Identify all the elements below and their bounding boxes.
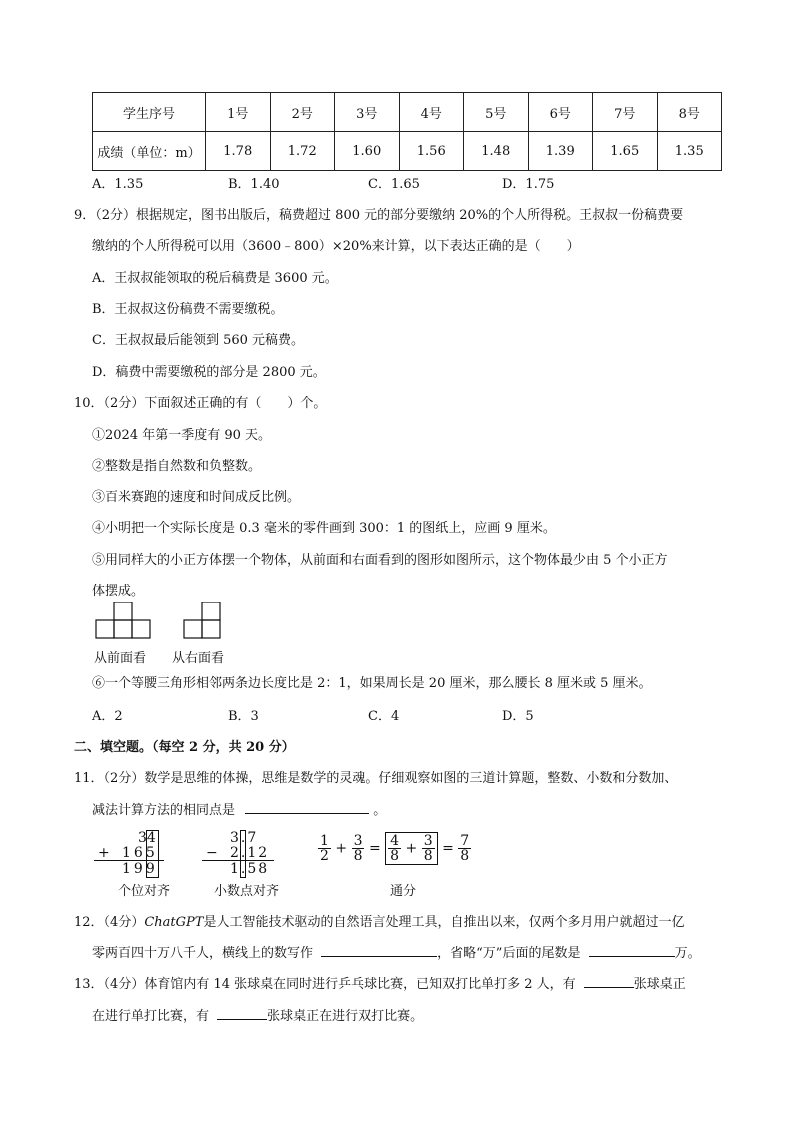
numerator: 3 [353,833,363,849]
q12-italic-term: ChatGPT [144,915,204,930]
align-box [146,830,159,878]
digit: 34 [138,830,156,846]
table-cell: 成绩（单位：m） [93,132,206,171]
operator: = [368,840,381,857]
q13-text: 在进行单打比赛，有 [92,1009,210,1024]
q10-item: ④小明把一个实际长度是 0.3 毫米的零件画到 300：1 的图纸上，应画 9 厘米。 [92,521,556,536]
digit: 1.58 [230,861,270,877]
table-cell: 3号 [335,93,400,132]
option-d: D．1.75 [502,177,555,192]
table-row [93,132,722,171]
fig-caption: 通分 [390,884,417,899]
table-cell: 1.60 [335,132,400,171]
table-cell: 1.39 [528,132,593,171]
numerator: 3 [423,833,433,849]
operator: = [442,840,454,857]
numerator: 1 [320,833,329,849]
score-table [92,92,722,171]
q10-item: ②整数是指自然数和负整数。 [92,459,262,474]
q12-text: 12．（4分） [74,915,145,930]
option-c: C．1.65 [368,177,420,192]
table-row [93,93,722,132]
numerator: 4 [390,833,400,849]
q9-option-d: D．稿费中需要缴税的部分是 2800 元。 [92,365,326,380]
q12-text: ，省略“万”后面的尾数是 [437,946,581,961]
table-cell: 学生序号 [93,93,206,132]
common-denominator-box [385,832,437,865]
table-cell: 1.72 [270,132,335,171]
view-right-label: 从右面看 [172,651,225,666]
digit: 3.7 [230,830,259,846]
fig-caption: 个位对齐 [118,884,171,899]
answer-blank[interactable] [321,942,437,957]
q10-stem: 10．（2分）下面叙述正确的有（ ）个。 [74,396,327,411]
divider [202,860,274,861]
q12-text: 零两百四十万八千人，横线上的数写作 [92,946,314,961]
operator: + [335,840,348,857]
table-cell: 1.65 [593,132,658,171]
q11-line1: 11．（2分）数学是思维的体操，思维是数学的灵魂。仔细观察如图的三道计算题，整数、小数和分数加、 [74,771,678,786]
q9-line1: 9．（2分）根据规定，图书出版后，稿费超过 800 元的部分要缴纳 20%的个人所得税。王叔叔一份稿费要 [74,208,684,223]
digit: 2.12 [230,845,270,861]
q10-item: ⑥一个等腰三角形相邻两条边长度比是 2：1，如果周长是 20 厘米，那么腰长 8 厘米或 5 厘米。 [92,676,652,691]
q12-text: 万。 [674,946,701,961]
q13-text: 张球桌正在进行双打比赛。 [267,1009,424,1024]
digit: 199 [122,861,158,877]
table-cell: 5号 [464,93,529,132]
q10-item: ③百米赛跑的速度和时间成反比例。 [92,490,301,505]
q10-item: ①2024 年第一季度有 90 天。 [92,428,272,443]
q13-line1 [74,973,686,992]
option-a: A．1.35 [92,177,144,192]
table-cell: 4号 [399,93,464,132]
q11-line2 [92,799,386,818]
q9-option-a: A．王叔叔能领取的税后稿费是 3600 元。 [92,271,338,286]
table-cell: 1.56 [399,132,464,171]
option-b: B．1.40 [228,177,280,192]
q10-item: ⑤用同样大的小正方体摆一个物体，从前面和右面看到的图形如图所示，这个物体最少由 5 个小正方 [92,553,668,568]
answer-blank[interactable] [217,1005,267,1020]
numerator: 7 [460,833,470,849]
denominator: 8 [353,848,363,864]
answer-blank[interactable] [584,973,634,988]
answer-blank[interactable] [589,942,675,957]
table-cell: 1.48 [464,132,529,171]
fig-caption: 小数点对齐 [214,884,280,899]
fig-fraction-addition [318,832,471,865]
table-cell: 1.35 [657,132,722,171]
denominator: 8 [423,848,433,864]
operator: + [98,845,110,861]
q13-line2 [92,1005,423,1024]
table-cell: 8号 [657,93,722,132]
q12-line1 [74,911,684,930]
q11-text: 减法计算方法的相同点是 [92,803,236,818]
q10-item: 体摆成。 [92,584,145,599]
digit: 165 [122,845,158,861]
q12-text: 是人工智能技术驱动的自然语言处理工具，自推出以来，仅两个多月用户就超过一亿 [203,915,685,930]
option-b: B．3 [228,709,259,724]
denominator: 2 [320,848,329,864]
align-box [240,830,246,878]
q9-option-b: B．王叔叔这份稿费不需要缴税。 [92,302,284,317]
q13-text: 13．（4分）体育馆内有 14 张球桌在同时进行乒乓球比赛，已知双打比单打多 2 人，有 [74,977,576,992]
view-front-label: 从前面看 [94,651,147,666]
q12-line2 [92,942,701,961]
section-heading: 二、填空题。（每空 2 分，共 20 分） [74,740,295,755]
cube-views-figure [94,602,244,642]
table-cell: 1号 [206,93,271,132]
q9-line2: 缴纳的个人所得税可以用（3600﹣800）×20%来计算，以下表达正确的是（ ） [92,239,580,254]
table-cell: 7号 [593,93,658,132]
operator: + [405,840,418,857]
table-cell: 6号 [528,93,593,132]
q9-option-c: C．王叔叔最后能领到 560 元稿费。 [92,333,305,348]
table-cell: 2号 [270,93,335,132]
q13-text: 张球桌正 [633,977,686,992]
option-a: A．2 [92,709,123,724]
option-c: C．4 [368,709,400,724]
denominator: 8 [460,848,470,864]
fig-decimal-subtraction [200,830,290,878]
fig-integer-addition [92,830,172,878]
option-d: D．5 [502,709,534,724]
q11-text: 。 [373,803,387,818]
denominator: 8 [390,848,400,864]
table-cell: 1.78 [206,132,271,171]
answer-blank[interactable] [245,799,369,814]
operator: − [206,845,218,861]
